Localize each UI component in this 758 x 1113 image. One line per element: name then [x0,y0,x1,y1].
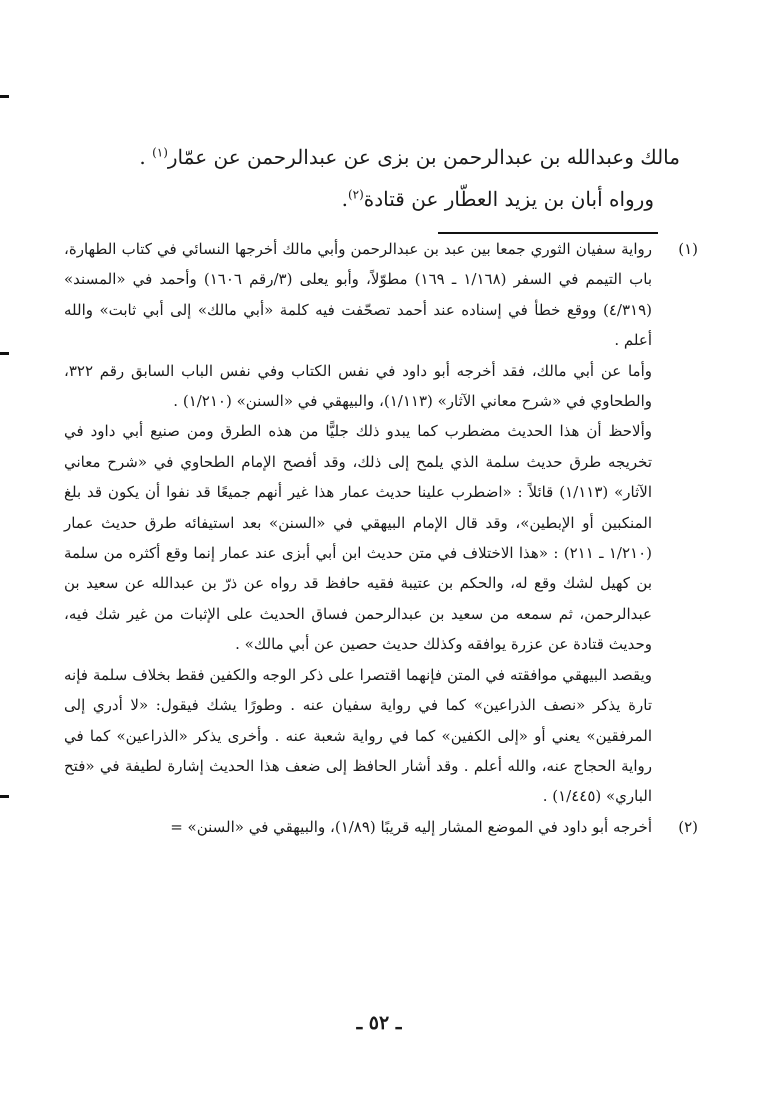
continuation-mark: = [170,817,183,836]
main-text-line [110,178,680,220]
page-number: ـ ٥٢ ـ [356,1012,402,1034]
footnote-body [64,812,652,842]
footnote-paragraph [64,812,652,842]
footnote-1 [64,234,698,812]
scan-edge-mark [0,795,9,798]
footnote-paragraph: وأما عن أبي مالك، فقد أخرجه أبو داود في نفس الكتاب وفي نفس الباب السابق رقم ٣٢٢، والطحاوي في «شرح معاني الآثار» (١/١١٣)، والبيهقي في «السنن» (١/٢١٠) . [64,361,652,411]
main-text-line-1: مالك وعبدالله بن عبدالرحمن بن بزى عن عبدالرحمن عن عمّار [167,145,680,169]
footnote-ref-1[interactable]: (١) [152,145,168,160]
footnote-text: أخرجه أبو داود في الموضع المشار إليه قريبًا (١/٨٩)، والبيهقي في «السنن» [187,817,652,836]
footnote-number: (١) [678,240,698,258]
main-text-punctuation: . [139,145,153,169]
footnote-body [64,234,652,812]
footnote-number: (٢) [678,817,698,836]
footnotes [64,234,698,842]
main-text [110,136,680,220]
footnote-2 [64,812,698,842]
footnote-ref-2[interactable]: (٢) [347,187,364,202]
main-text-line [110,136,680,178]
main-text-punctuation: . [341,187,348,211]
footnote-paragraph: وألاحظ أن هذا الحديث مضطرب كما يبدو ذلك جليًّا من هذه الطرق ومن صنيع أبي داود في تخريجه طرق حديث سلمة الذي يلمح إلى ذلك، وقد أفصح الإمام الطحاوي في «شرح معاني الآثار» (١/١١٣) قائلاً : «اضطرب علينا حديث عمار هذا غير أنهم جميعًا قد نفوا أن يكون قد بلغ المنكبين أو الإبطين»، وقد قال الإمام البيهقي في «السنن» بعد استيفائه طرق حديث عمار (١/٢١٠ ـ ٢١١) : «هذا الاختلاف في متن حديث ابن أبي أبزى عند عمار إنما وقع أكثره من سلمة بن كهيل لشك وقع له، والحكم بن عتيبة فقيه حافظ قد رواه عن ذرّ بن عبدالله عن سعيد بن عبدالرحمن، ثم سمعه من سعيد بن عبدالرحمن فساق الحديث على الإثبات من غير شك فيه، وحديث قتادة عن عزرة يوافقه وكذلك حديث حصين عن أبي مالك» . [64,422,652,654]
footnote-paragraph: رواية سفيان الثوري جمعا بين عبد بن عبدالرحمن وأبي مالك أخرجها النسائي في كتاب الطهارة، باب التيمم في السفر (١/١٦٨ ـ ١٦٩) مطوّلاً، وأبو يعلى (٣/رقم ١٦٠٦) وأحمد في «المسند» (٤/٣١٩) ووقع خطأ في إسناده عند أحمد تصحّفت فيه كلمة «أبي مالك» إلى أبي ثابت» والله أعلم . [64,240,653,350]
main-text-line-2: ورواه أبان بن يزيد العطّار عن قتادة [363,187,654,211]
scan-edge-mark [0,95,9,98]
scan-edge-mark [0,352,9,355]
footnote-paragraph: ويقصد البيهقي موافقته في المتن فإنهما اقتصرا على ذكر الوجه والكفين فقط بخلاف سلمة فإنه تارة يذكر «نصف الذراعين» كما في رواية سفيان عنه . وطورًا يشك فيقول: «لا أدري إلى المرفقين» يعني أو «إلى الكفين» كما في رواية شعبة عنه . وأخرى يذكر «الذراعين» كما في رواية الحجاج عنه، والله أعلم . وقد أشار الحافظ إلى ضعف هذا الحديث إشارة لطيفة في «فتح الباري» (١/٤٤٥) . [64,665,652,806]
